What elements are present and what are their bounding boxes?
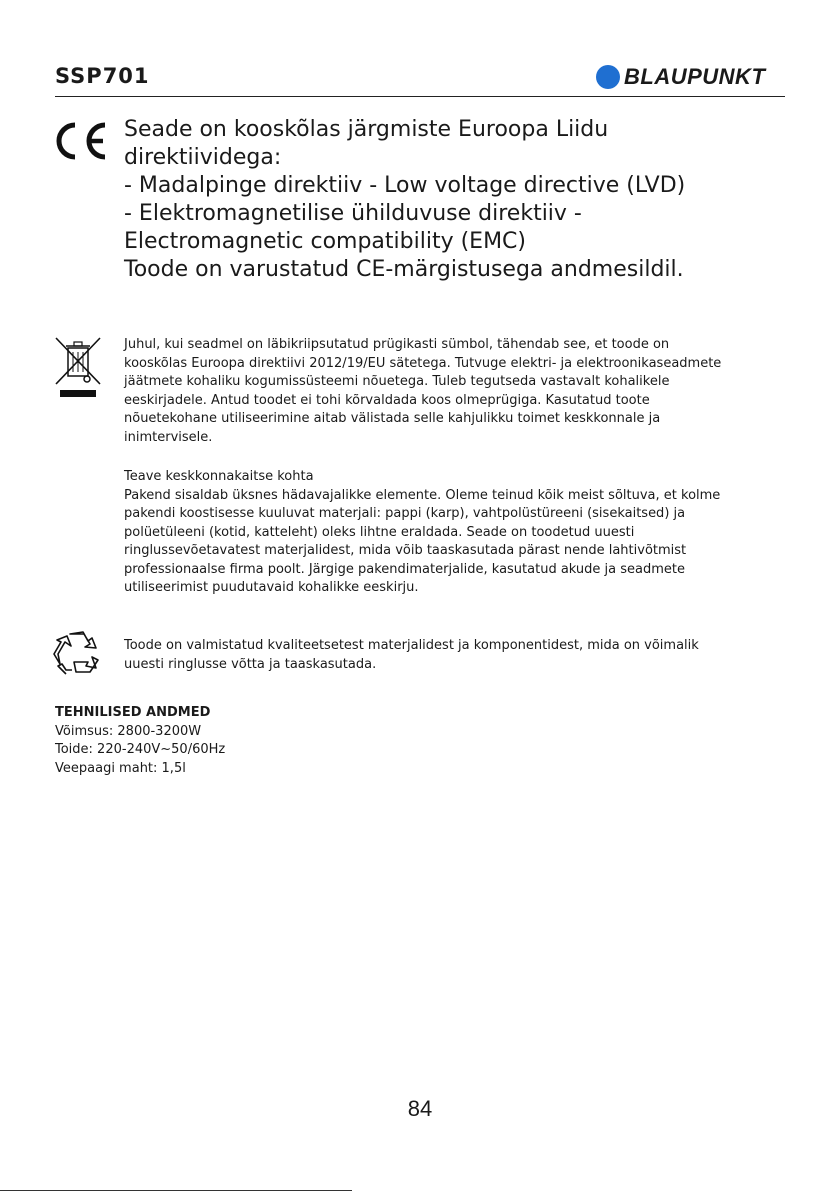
environment-line: pakendi koostisesse kuuluvat materjali: pappi (karp), vahtpolüstüreeni (sisekaitsed) ja (124, 506, 686, 521)
brand-logo (596, 64, 765, 90)
environment-paragraph (124, 468, 784, 598)
conformity-line: - Elektromagnetilise ühilduvuse direktiiv - (124, 201, 582, 226)
recycling-paragraph (124, 637, 784, 674)
model-name: SSP701 (55, 64, 150, 88)
spec-supply: Toide: 220-240V~50/60Hz (55, 742, 226, 757)
brand-dot-icon (596, 65, 620, 89)
recycling-line: Toode on valmistatud kvaliteetsetest materjalidest ja komponentidest, mida on võimalik (124, 638, 699, 653)
spec-power: Võimsus: 2800-3200W (55, 723, 202, 739)
environment-line: Pakend sisaldab üksnes hädavajalikke elemente. Oleme teinud kõik meist sõltuva, et kolme (124, 487, 721, 503)
environment-line: utiliseerimist puudutavaid kohalikke eeskirju. (124, 580, 419, 595)
conformity-line: - Madalpinge direktiiv - Low voltage directive (LVD) (124, 173, 686, 198)
conformity-line: Electromagnetic compatibility (EMC) (124, 229, 526, 254)
weee-line: nõuetekohane utiliseerimine aitab välistada selle kahjulikku toimet keskkonnale ja (124, 411, 661, 426)
environment-heading: Teave keskkonnakaitse kohta (124, 469, 314, 484)
conformity-statement (124, 116, 804, 284)
weee-paragraph (124, 336, 784, 447)
environment-line: ringlussevõetavatest materjalidest, mida võib taaskasutada pärast nende lahtivõtmist (124, 543, 687, 558)
footer-divider (0, 1190, 352, 1191)
crossed-bin-icon (52, 336, 104, 398)
weee-line: inimtervisele. (124, 429, 213, 445)
weee-line: eeskirjadele. Antud toodet ei tohi kõrvaldada koos olmeprügiga. Kasutatud toote (124, 392, 650, 408)
brand-name: BLAUPUNKT (624, 64, 766, 89)
ce-mark-icon (53, 118, 113, 164)
recycling-line: uuesti ringlusse võtta ja taaskasutada. (124, 656, 377, 672)
page-number: 84 (407, 1096, 433, 1121)
weee-line: kooskõlas Euroopa direktiivi 2012/19/EU sätetega. Tutvuge elektri- ja elektroonikaseadmete (124, 355, 722, 371)
weee-line: Juhul, kui seadmel on läbikriipsutatud prügikasti sümbol, tähendab see, et toode on (124, 337, 670, 352)
conformity-line: Seade on kooskõlas järgmiste Euroopa Liidu (124, 117, 609, 142)
header-divider (55, 96, 785, 97)
environment-line: professionaalse firma poolt. Järgige pakendimaterjalide, kasutatud akude ja seadmete (124, 561, 686, 577)
technical-title: TEHNILISED ANDMED (55, 705, 211, 720)
technical-data (55, 704, 225, 778)
recycle-icon (52, 630, 102, 676)
conformity-line: direktiividega: (124, 145, 282, 170)
environment-line: polüetüleeni (kotid, katteleht) oleks lihtne eraldada. Seade on toodetud uuesti (124, 524, 635, 540)
weee-line: jäätmete kohaliku kogumissüsteemi nõuetega. Tuleb tegutseda vastavalt kohalikele (124, 374, 670, 389)
spec-tank: Veepaagi maht: 1,5l (55, 760, 186, 776)
conformity-line: Toode on varustatud CE-märgistusega andmesildil. (124, 257, 684, 282)
